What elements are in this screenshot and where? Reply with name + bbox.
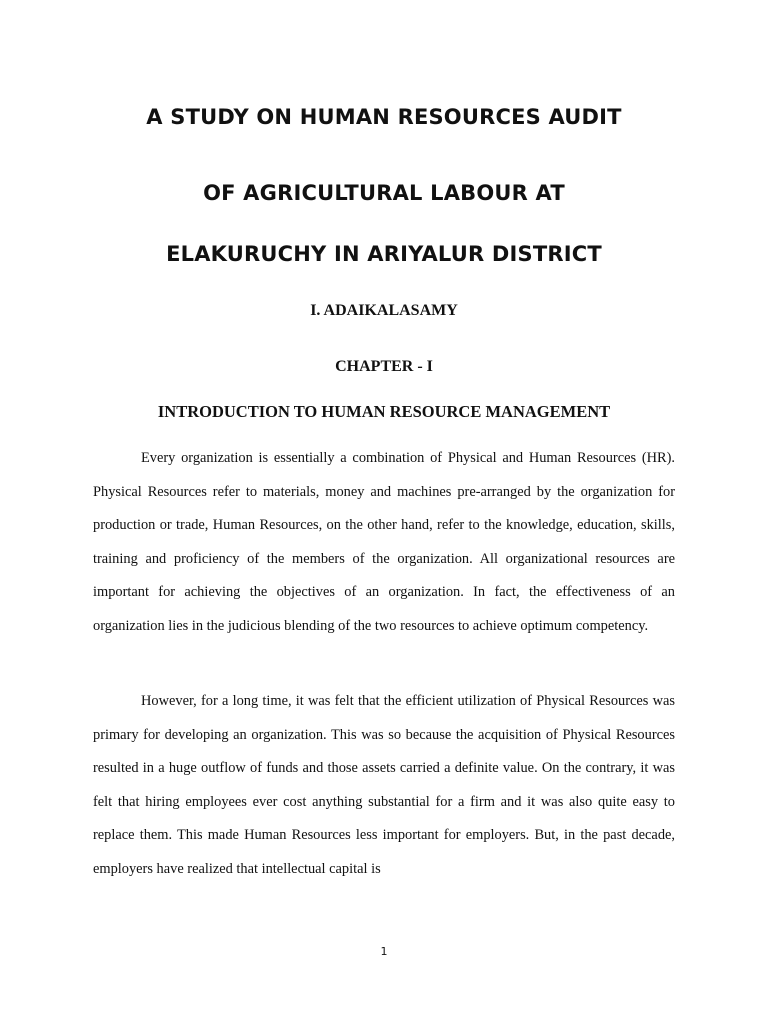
- title-line-1: A STUDY ON HUMAN RESOURCES AUDIT: [146, 105, 622, 129]
- page-number: 1: [380, 945, 388, 958]
- body-paragraph-1: Every organization is essentially a combination of Physical and Human Resources (HR). Physical Resources refer to materials, money and machines pre-arranged by the organization for production or trade, Human Resources, on the other hand, refer to the knowledge, education, skills, training and proficiency of the members of the organization. All organizational resources are important for achieving the objectives of an organization. In fact, the effectiveness of an organization lies in the judicious blending of the two resources to achieve optimum competency.: [93, 450, 675, 634]
- title-line-3: ELAKURUCHY IN ARIYALUR DISTRICT: [166, 242, 602, 266]
- chapter-label: CHAPTER - I: [335, 358, 433, 375]
- section-heading: INTRODUCTION TO HUMAN RESOURCE MANAGEMENT: [157, 402, 611, 421]
- title-line-2: OF AGRICULTURAL LABOUR AT: [203, 181, 565, 205]
- body-paragraph-2: However, for a long time, it was felt that the efficient utilization of Physical Resources was primary for developing an organization. This was so because the acquisition of Physical Resources resulted in a huge outflow of funds and those assets carried a definite value. On the contrary, it was felt that hiring employees ever cost anything substantial for a firm and it was also quite easy to replace them. This made Human Resources less important for employers. But, in the past decade, employers have realized that intellectual capital is: [93, 693, 675, 877]
- author-name: I. ADAIKALASAMY: [310, 302, 458, 319]
